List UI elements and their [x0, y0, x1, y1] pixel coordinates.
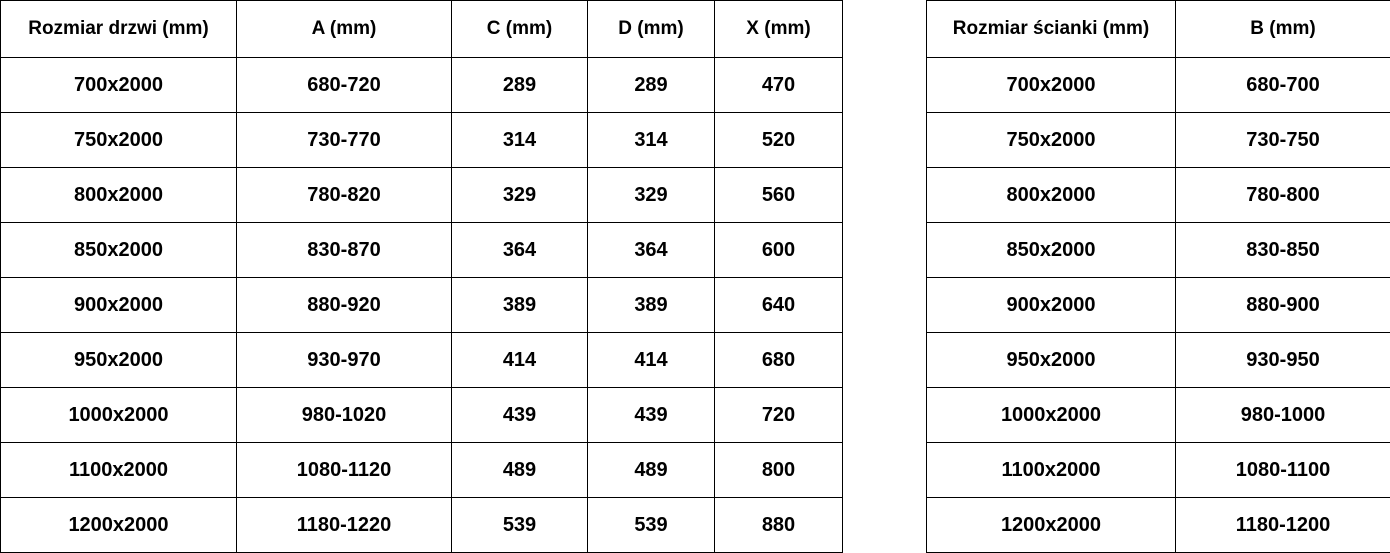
cell-d: 414: [588, 333, 715, 388]
cell-d: 439: [588, 388, 715, 443]
cell-size: 750x2000: [927, 113, 1176, 168]
cell-d: 489: [588, 443, 715, 498]
cell-x: 800: [715, 443, 843, 498]
cell-b: 780-800: [1176, 168, 1390, 223]
column-header-x: X (mm): [715, 1, 843, 58]
cell-size: 1200x2000: [1, 498, 237, 553]
cell-b: 980-1000: [1176, 388, 1390, 443]
column-header-rozmiar-drzwi: Rozmiar drzwi (mm): [1, 1, 237, 58]
cell-size: 950x2000: [1, 333, 237, 388]
cell-b: 680-700: [1176, 58, 1390, 113]
table-row: [927, 443, 1390, 498]
cell-x: 880: [715, 498, 843, 553]
table-row: [1, 58, 843, 113]
cell-c: 289: [452, 58, 588, 113]
cell-size: 800x2000: [927, 168, 1176, 223]
cell-a: 680-720: [237, 58, 452, 113]
cell-size: 1200x2000: [927, 498, 1176, 553]
table-row: [1, 113, 843, 168]
cell-x: 520: [715, 113, 843, 168]
column-header-d: D (mm): [588, 1, 715, 58]
cell-b: 1080-1100: [1176, 443, 1390, 498]
cell-c: 314: [452, 113, 588, 168]
cell-c: 439: [452, 388, 588, 443]
cell-d: 389: [588, 278, 715, 333]
cell-b: 930-950: [1176, 333, 1390, 388]
cell-x: 560: [715, 168, 843, 223]
column-header-b: B (mm): [1176, 1, 1390, 58]
cell-a: 880-920: [237, 278, 452, 333]
cell-c: 364: [452, 223, 588, 278]
table-row: [1, 443, 843, 498]
cell-x: 640: [715, 278, 843, 333]
cell-c: 489: [452, 443, 588, 498]
cell-d: 539: [588, 498, 715, 553]
cell-c: 539: [452, 498, 588, 553]
table-row: [927, 168, 1390, 223]
cell-a: 980-1020: [237, 388, 452, 443]
cell-d: 364: [588, 223, 715, 278]
cell-a: 730-770: [237, 113, 452, 168]
table-row: [927, 223, 1390, 278]
cell-size: 1100x2000: [927, 443, 1176, 498]
cell-size: 1000x2000: [1, 388, 237, 443]
cell-size: 1000x2000: [927, 388, 1176, 443]
wall-dimensions-table-wrapper: [926, 0, 1390, 553]
column-header-rozmiar-scianki: Rozmiar ścianki (mm): [927, 1, 1176, 58]
table-header-row: [927, 1, 1390, 58]
cell-size: 850x2000: [927, 223, 1176, 278]
cell-size: 900x2000: [927, 278, 1176, 333]
table-row: [1, 168, 843, 223]
cell-b: 830-850: [1176, 223, 1390, 278]
wall-dimensions-table: [926, 0, 1390, 553]
table-row: [1, 498, 843, 553]
cell-c: 389: [452, 278, 588, 333]
cell-d: 289: [588, 58, 715, 113]
cell-d: 314: [588, 113, 715, 168]
cell-x: 470: [715, 58, 843, 113]
cell-size: 850x2000: [1, 223, 237, 278]
table-row: [1, 333, 843, 388]
cell-x: 680: [715, 333, 843, 388]
table-gap: [842, 0, 926, 1]
cell-size: 700x2000: [927, 58, 1176, 113]
cell-a: 780-820: [237, 168, 452, 223]
cell-size: 800x2000: [1, 168, 237, 223]
cell-size: 750x2000: [1, 113, 237, 168]
cell-d: 329: [588, 168, 715, 223]
table-row: [927, 113, 1390, 168]
table-row: [1, 223, 843, 278]
cell-b: 730-750: [1176, 113, 1390, 168]
cell-a: 930-970: [237, 333, 452, 388]
cell-x: 720: [715, 388, 843, 443]
cell-b: 880-900: [1176, 278, 1390, 333]
table-row: [927, 498, 1390, 553]
cell-size: 950x2000: [927, 333, 1176, 388]
table-row: [927, 278, 1390, 333]
table-row: [927, 58, 1390, 113]
table-row: [927, 333, 1390, 388]
table-row: [1, 278, 843, 333]
column-header-a: A (mm): [237, 1, 452, 58]
cell-size: 900x2000: [1, 278, 237, 333]
column-header-c: C (mm): [452, 1, 588, 58]
table-row: [927, 388, 1390, 443]
cell-a: 830-870: [237, 223, 452, 278]
table-row: [1, 388, 843, 443]
cell-c: 414: [452, 333, 588, 388]
cell-a: 1080-1120: [237, 443, 452, 498]
cell-b: 1180-1200: [1176, 498, 1390, 553]
cell-x: 600: [715, 223, 843, 278]
cell-a: 1180-1220: [237, 498, 452, 553]
table-header-row: [1, 1, 843, 58]
cell-size: 700x2000: [1, 58, 237, 113]
cell-size: 1100x2000: [1, 443, 237, 498]
cell-c: 329: [452, 168, 588, 223]
